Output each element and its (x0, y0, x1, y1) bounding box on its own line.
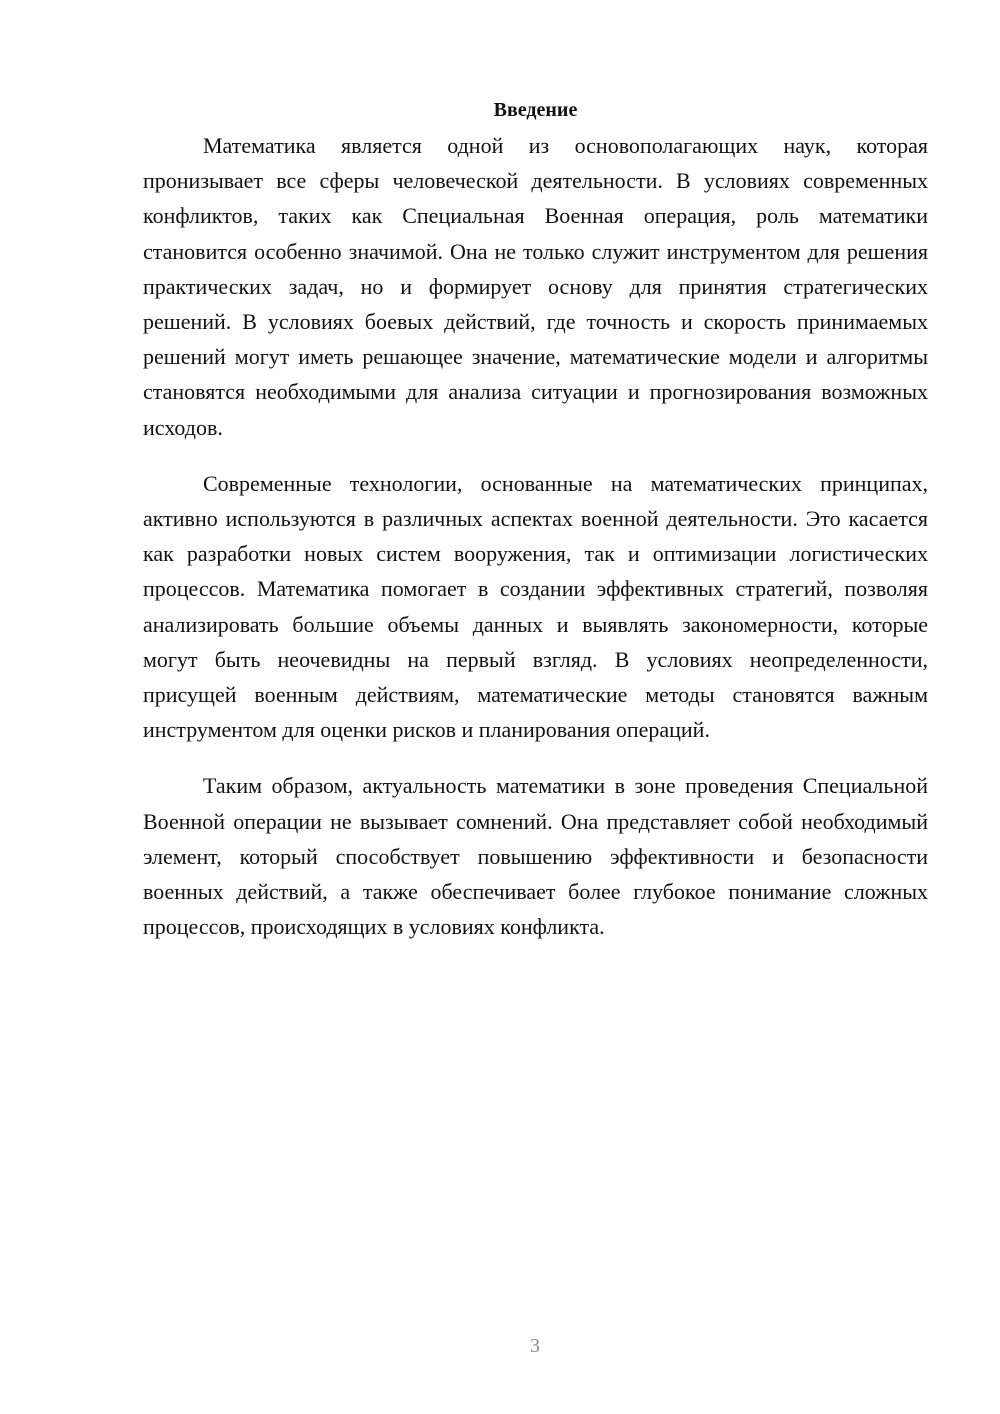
paragraph-3: Таким образом, актуальность математики в зоне проведения Специальной Военной операции не вызывает сомнений. Она представляет собой необходимый элемент, который способствует повышению эффективности и безопасности военных действий, а также обеспечивает более глубокое понимание сложных процессов, происходящих в условиях конфликта. (143, 773, 928, 940)
page-content (143, 93, 928, 944)
page-number: 3 (530, 1335, 540, 1357)
paragraph-1: Математика является одной из основополагающих наук, которая пронизывает все сферы человеческой деятельности. В условиях современных конфликтов, таких как Специальная Военная операция, роль математики становится особенно значимой. Она не только служит инструментом для решения практических задач, но и формирует основу для принятия стратегических решений. В условиях боевых действий, где точность и скорость принимаемых решений могут иметь решающее значение, математические модели и алгоритмы становятся необходимыми для анализа ситуации и прогнозирования возможных исходов. (143, 133, 928, 440)
paragraph-2: Современные технологии, основанные на математических принципах, активно используются в различных аспектах военной деятельности. Это касается как разработки новых систем вооружения, так и оптимизации логистических процессов. Математика помогает в создании эффективных стратегий, позволяя анализировать большие объемы данных и выявлять закономерности, которые могут быть неочевидны на первый взгляд. В условиях неопределенности, присущей военным действиям, математические методы становятся важным инструментом для оценки рисков и планирования операций. (143, 470, 928, 743)
section-heading: Введение (493, 99, 578, 121)
